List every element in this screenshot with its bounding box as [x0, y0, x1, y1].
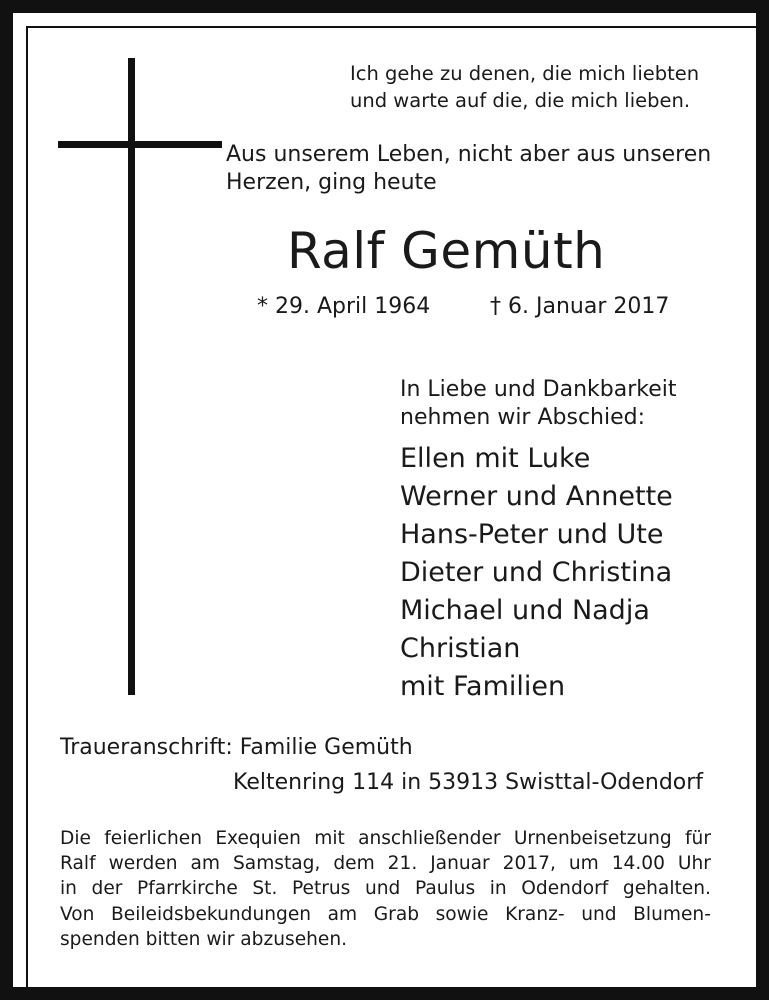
deceased-name: Ralf Gemüth — [287, 222, 606, 280]
mourner-item: Michael und Nadja — [400, 595, 650, 626]
service-word: St. — [252, 878, 278, 900]
service-word: werden — [108, 853, 178, 875]
birth-date: * 29. April 1964 — [257, 294, 431, 319]
service-word: der — [91, 878, 123, 900]
mourning-address-label: Traueranschrift: Familie Gemüth — [60, 735, 413, 760]
service-word: um — [568, 853, 599, 875]
service-word: Samstag, — [233, 853, 321, 875]
service-word: Kranz- — [505, 903, 565, 925]
service-word: Urnenbeisetzung — [513, 828, 672, 849]
service-word: und — [364, 878, 401, 900]
service-line — [60, 876, 711, 901]
service-word: und — [581, 903, 617, 925]
service-word: Januar — [430, 853, 490, 875]
service-word: Petrus — [291, 878, 351, 900]
service-word: Von — [60, 903, 95, 925]
service-notice — [60, 826, 711, 952]
mourner-item: Dieter und Christina — [400, 557, 673, 588]
service-word: Blumen- — [633, 903, 711, 925]
mourner-item: Hans-Peter und Ute — [400, 519, 664, 550]
motto-line: und warte auf die, die mich lieben. — [350, 89, 691, 112]
service-word: Grab — [373, 903, 420, 925]
motto-line: Ich gehe zu denen, die mich liebten — [350, 62, 700, 85]
mourner-item: Christian — [400, 633, 521, 664]
service-word: für — [685, 828, 711, 849]
mourner-item: mit Familien — [400, 671, 566, 702]
service-word: Ralf — [60, 853, 96, 875]
cross-icon-horizontal-bar — [58, 141, 222, 148]
service-word: mit — [314, 828, 345, 849]
cross-icon-vertical-bar — [128, 58, 135, 695]
mourner-item: Ellen mit Luke — [400, 443, 591, 474]
intro-text — [226, 141, 711, 197]
farewell-line: In Liebe und Dankbarkeit — [400, 377, 677, 402]
service-word: Pfarrkirche — [137, 878, 238, 900]
service-line — [60, 851, 711, 876]
mourning-address-street: Keltenring 114 in 53913 Swisttal-Odendorf — [233, 770, 704, 795]
service-word: dem — [333, 853, 375, 875]
service-word: in — [489, 878, 507, 900]
service-word: sowie — [435, 903, 489, 925]
service-word: feierlichen — [104, 828, 203, 849]
service-word: Die — [60, 828, 91, 849]
service-word: 14.00 — [611, 853, 665, 875]
service-word: Paulus — [414, 878, 476, 900]
service-word: am — [327, 903, 358, 925]
service-line: spenden bitten wir abzusehen. — [60, 928, 348, 950]
service-word: 21. — [387, 853, 418, 875]
farewell-text — [400, 376, 677, 432]
service-line — [60, 826, 711, 851]
service-word: am — [190, 853, 221, 875]
service-word: Uhr — [677, 853, 711, 875]
mourner-item: Werner und Annette — [400, 481, 673, 512]
service-word: in — [60, 878, 77, 900]
farewell-line: nehmen wir Abschied: — [400, 405, 646, 430]
mourners-list — [400, 440, 673, 706]
motto — [350, 60, 699, 114]
death-date: † 6. Januar 2017 — [490, 294, 670, 319]
service-word: 2017, — [502, 853, 556, 875]
service-line — [60, 902, 711, 927]
service-word: Exequien — [215, 828, 301, 849]
intro-line: Herzen, ging heute — [226, 170, 437, 195]
service-word: Beileidsbekundungen — [111, 903, 312, 925]
service-word: gehalten. — [622, 878, 711, 900]
service-word: Odendorf — [521, 878, 609, 900]
service-word: anschließender — [358, 828, 501, 849]
intro-line: Aus unserem Leben, nicht aber aus unseren — [226, 142, 712, 167]
